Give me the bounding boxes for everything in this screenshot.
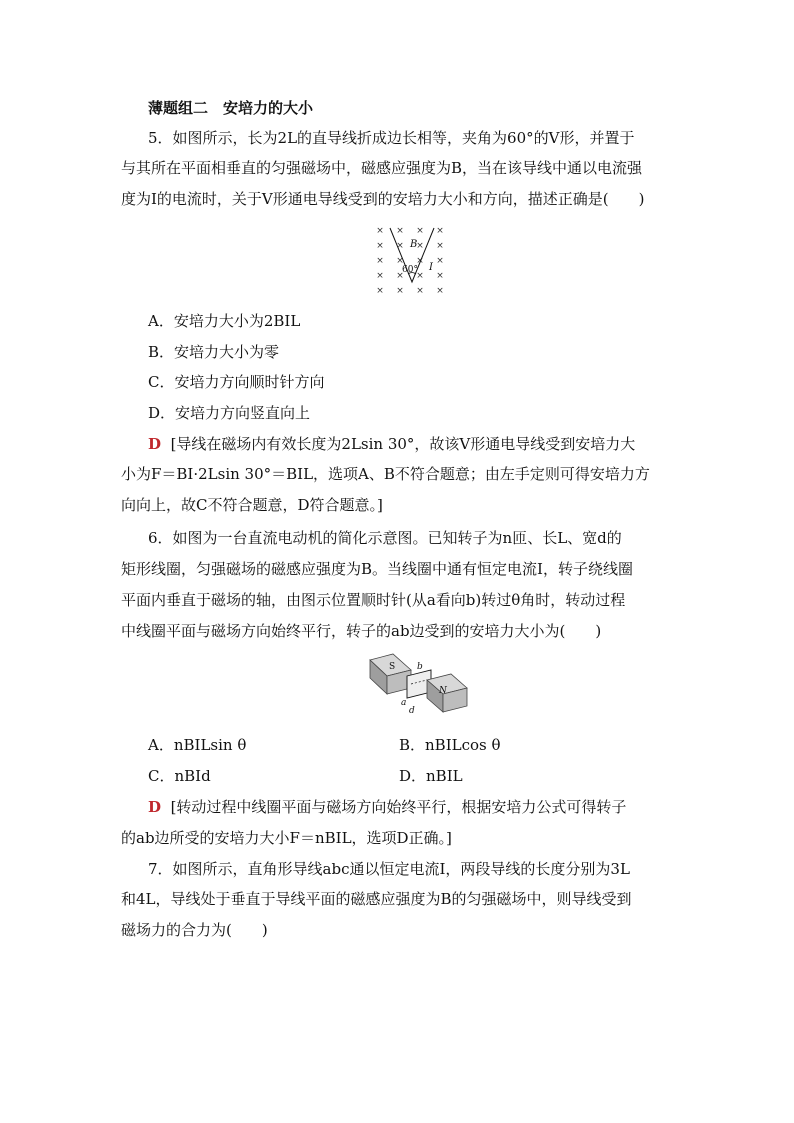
q6-line-3: 平面内垂直于磁场的轴，由图示位置顺时针(从a看向b)转过θ角时，转动过程 <box>121 591 626 609</box>
current-label-i: I <box>429 262 433 273</box>
q7-line-2: 和4L，导线处于垂直于导线平面的磁感应强度为B的匀强磁场中，则导线受到 <box>121 890 632 908</box>
q6-option-d: D．nBIL <box>399 767 463 785</box>
q6-option-c: C．nBId <box>148 767 211 785</box>
q6-option-b: B．nBILcos θ <box>399 736 501 754</box>
q7-line-1: 7．如图所示，直角形导线abc通以恒定电流I，两段导线的长度分别为3L <box>148 860 630 878</box>
svg-text:×: × <box>376 241 384 251</box>
field-label-b: B <box>410 239 418 250</box>
q5-explanation-line-1 <box>148 434 635 454</box>
q5-option-c: C．安培力方向顺时针方向 <box>148 373 325 391</box>
q6-answer: D <box>148 798 162 816</box>
angle-label: 60° <box>402 265 418 275</box>
section-title: 薄题组二 安培力的大小 <box>148 99 314 117</box>
q5-line-1: 5．如图所示，长为2L的直导线折成边长相等，夹角为60°的V形，并置于 <box>148 129 635 147</box>
q5-answer: D <box>148 435 162 453</box>
svg-text:×: × <box>416 271 424 281</box>
svg-text:×: × <box>436 271 444 281</box>
svg-text:×: × <box>436 286 444 296</box>
svg-text:×: × <box>396 226 404 236</box>
svg-text:×: × <box>416 226 424 236</box>
q5-explanation-line-2: 小为F＝BI·2Lsin 30°＝BIL，选项A、B不符合题意；由左手定则可得安培力方 <box>121 465 650 483</box>
coil-label-b: b <box>417 662 423 672</box>
q5-option-d: D．安培力方向竖直向上 <box>148 404 311 422</box>
svg-text:×: × <box>416 256 424 266</box>
svg-text:×: × <box>396 241 404 251</box>
q5-option-a: A．安培力大小为2BIL <box>148 312 301 330</box>
svg-text:×: × <box>376 286 384 296</box>
svg-text:×: × <box>396 256 404 266</box>
svg-text:×: × <box>376 226 384 236</box>
q6-line-1: 6．如图为一台直流电动机的简化示意图。已知转子为n匝、长L、宽d的 <box>148 529 622 547</box>
q5-line-3: 度为I的电流时，关于V形通电导线受到的安培力大小和方向，描述正确是( ) <box>121 190 645 208</box>
svg-text:×: × <box>436 241 444 251</box>
svg-text:×: × <box>436 256 444 266</box>
q6-option-a: A．nBILsin θ <box>148 736 247 754</box>
magnetic-field-crosses <box>376 226 444 296</box>
svg-text:×: × <box>396 271 404 281</box>
svg-text:×: × <box>436 226 444 236</box>
coil-label-d: d <box>409 706 415 716</box>
q5-option-b: B．安培力大小为零 <box>148 343 280 361</box>
q5-explanation-text-1: [导线在磁场内有效长度为2Lsin 30°，故该V形通电导线受到安培力大 <box>170 435 636 453</box>
coil-label-a: a <box>401 698 407 708</box>
q6-explanation-line-1 <box>148 797 626 817</box>
q5-line-2: 与其所在平面相垂直的匀强磁场中，磁感应强度为B，当在该导线中通以电流强 <box>121 159 643 177</box>
q7-line-3: 磁场力的合力为( ) <box>121 921 268 939</box>
v-wire-figure <box>370 222 450 298</box>
n-pole-label: N <box>439 686 447 696</box>
q6-explanation-text-1: [转动过程中线圈平面与磁场方向始终平行，根据安培力公式可得转子 <box>170 798 627 816</box>
svg-text:×: × <box>376 271 384 281</box>
q6-line-2: 矩形线圈，匀强磁场的磁感应强度为B。当线圈中通有恒定电流I，转子绕线圈 <box>121 560 633 578</box>
svg-text:×: × <box>416 241 424 251</box>
q6-line-4: 中线圈平面与磁场方向始终平行，转子的ab边受到的安培力大小为( ) <box>121 622 602 640</box>
q5-explanation-line-3: 向向上，故C不符合题意，D符合题意。] <box>121 496 383 514</box>
motor-figure <box>355 652 470 720</box>
svg-text:×: × <box>376 256 384 266</box>
svg-text:×: × <box>416 286 424 296</box>
svg-text:×: × <box>396 286 404 296</box>
q6-explanation-line-2: 的ab边所受的安培力大小F＝nBIL，选项D正确。] <box>121 829 452 847</box>
s-pole-label: S <box>389 662 396 672</box>
